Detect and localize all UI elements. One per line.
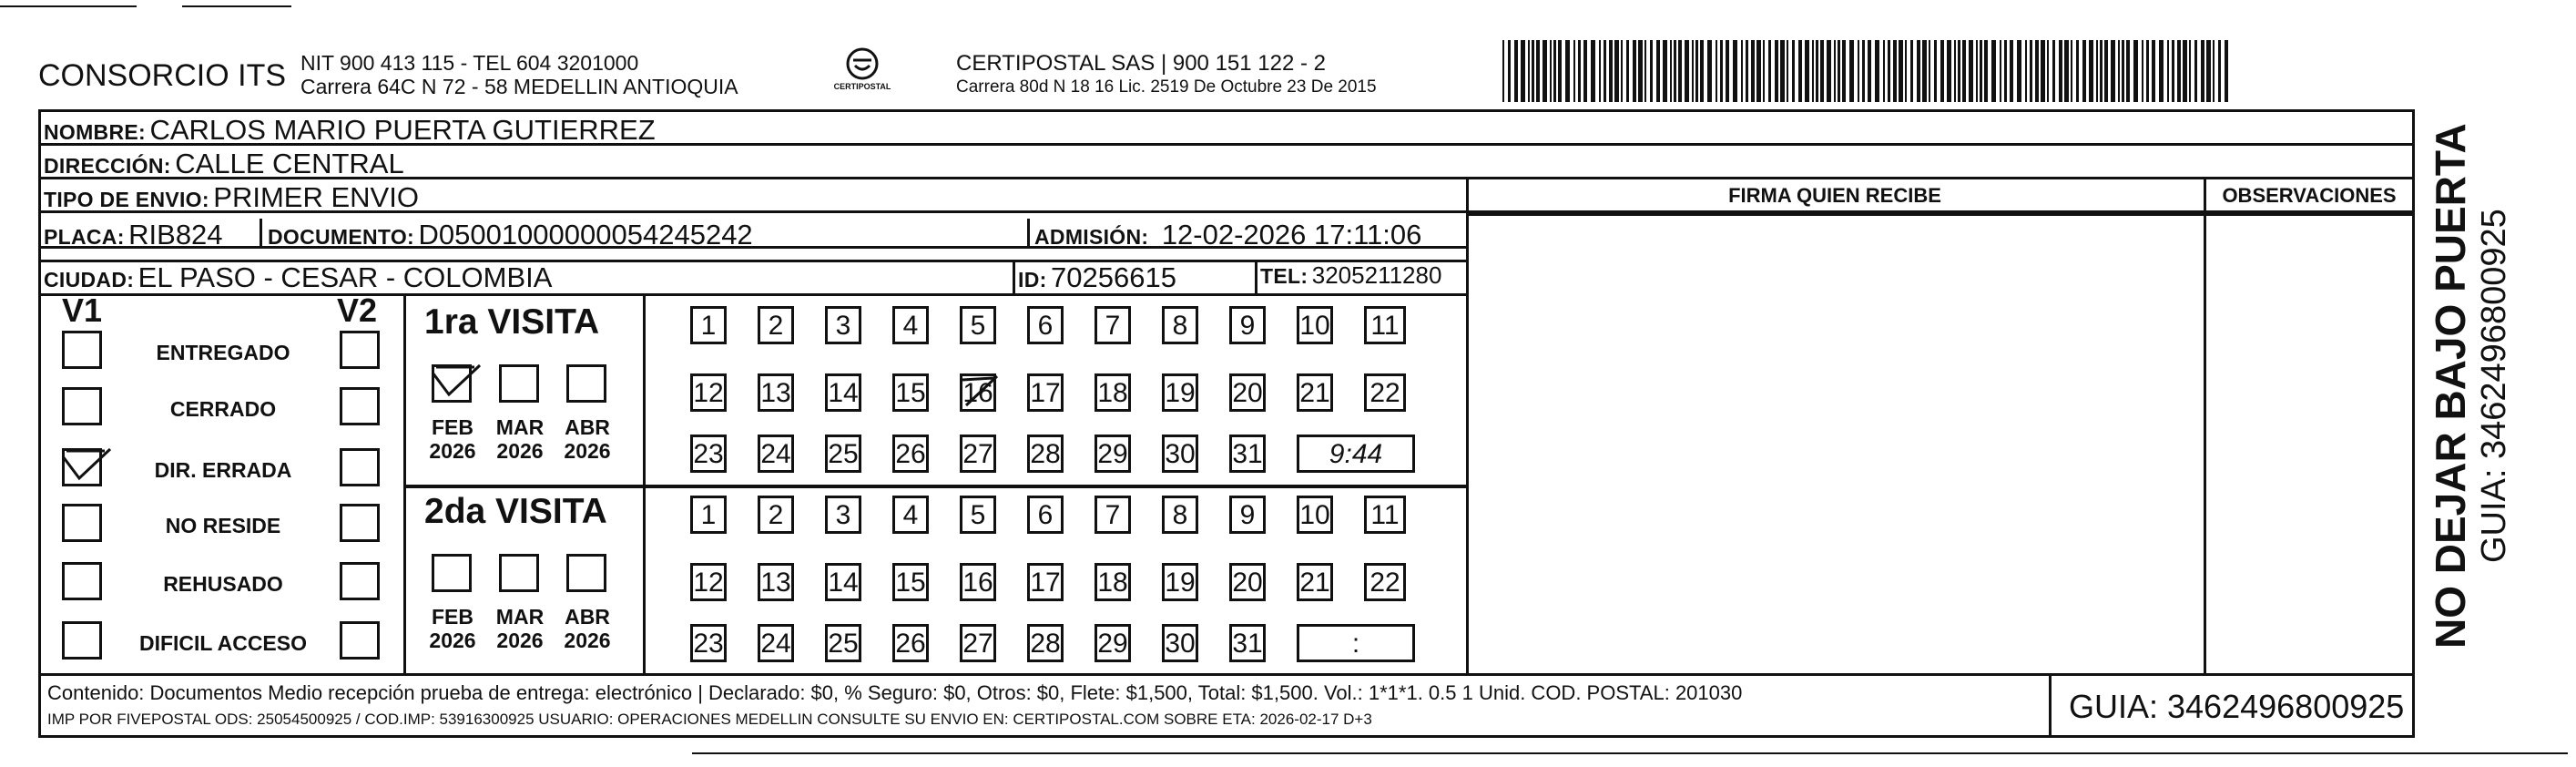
day-box[interactable]: 31 — [1229, 435, 1266, 473]
id-cell — [1018, 261, 1176, 294]
id-label: ID: — [1018, 268, 1047, 291]
ciudad-label: CIUDAD: — [44, 268, 135, 291]
footer-line — [38, 673, 2415, 676]
month-name: MAR — [495, 605, 545, 629]
firma-header: FIRMA QUIEN RECIBE — [1728, 184, 1941, 207]
day-box[interactable]: 13 — [758, 373, 794, 412]
day-box[interactable]: 6 — [1027, 496, 1064, 534]
visit-title: 1ra VISITA — [424, 302, 600, 342]
side-warning: NO DEJAR BAJO PUERTA — [2427, 123, 2474, 649]
month-label — [424, 415, 481, 463]
cell-divider — [1255, 260, 1257, 294]
day-box[interactable]: 21 — [1297, 373, 1333, 412]
day-box[interactable]: 7 — [1095, 496, 1131, 534]
visit-separator — [403, 485, 1466, 488]
status-option-label: CERRADO — [169, 397, 277, 421]
firma-left-border — [1466, 177, 1469, 673]
day-box[interactable]: 27 — [960, 435, 996, 473]
day-box[interactable]: 6 — [1027, 306, 1064, 344]
month-name: FEB — [432, 605, 473, 629]
v2-checkbox[interactable] — [340, 621, 380, 660]
admision-label: ADMISIÓN: — [1034, 225, 1149, 249]
handwritten-check-icon — [59, 444, 114, 489]
day-box[interactable]: 21 — [1297, 563, 1333, 601]
day-box[interactable]: 17 — [1027, 373, 1064, 412]
status-option-label: DIR. ERRADA — [154, 458, 292, 482]
month-year: 2026 — [496, 629, 544, 652]
day-box[interactable]: 3 — [825, 306, 861, 344]
day-box[interactable]: 20 — [1229, 563, 1266, 601]
day-box[interactable]: 23 — [690, 624, 727, 662]
id-value: 70256615 — [1051, 261, 1176, 293]
day-box[interactable]: 25 — [825, 435, 861, 473]
day-box[interactable]: 23 — [690, 435, 727, 473]
day-box[interactable]: 9 — [1229, 496, 1266, 534]
ciudad-value: EL PASO - CESAR - COLOMBIA — [137, 261, 553, 293]
month-checkbox[interactable] — [499, 364, 539, 403]
day-box[interactable]: 16 — [960, 563, 996, 601]
nombre-row — [44, 114, 656, 147]
month-checkbox[interactable] — [432, 364, 472, 403]
v2-checkbox[interactable] — [340, 331, 380, 369]
direccion-row — [44, 148, 404, 180]
direccion-label: DIRECCIÓN: — [44, 154, 171, 178]
day-box[interactable]: 18 — [1095, 373, 1131, 412]
tipo-row — [44, 181, 419, 214]
footer-contenido: Contenido: Documentos Medio recepción prueba de entrega: electrónico | Declarado: $0, % Seguro: $0, Otros: $0, Flete: $1,500, Total: $1,500. Vol.: 1*1*1. 0.5 1 Unid. COD. POSTAL: 201030 — [47, 681, 1743, 704]
month-label — [424, 605, 481, 652]
day-box[interactable]: 30 — [1162, 435, 1198, 473]
day-box[interactable]: 31 — [1229, 624, 1266, 662]
day-box[interactable]: 8 — [1162, 496, 1198, 534]
day-box[interactable]: 18 — [1095, 563, 1131, 601]
day-box[interactable]: 28 — [1027, 624, 1064, 662]
observaciones-header: OBSERVACIONES — [2222, 184, 2397, 207]
top-dash — [0, 5, 137, 7]
v2-label: V2 — [337, 291, 378, 329]
day-box[interactable]: 11 — [1364, 496, 1406, 534]
day-box[interactable]: 22 — [1364, 563, 1406, 601]
day-box[interactable]: 16 — [960, 373, 996, 412]
v1-checkbox[interactable] — [62, 448, 102, 486]
day-box[interactable]: 1 — [690, 496, 727, 534]
v2-checkbox[interactable] — [340, 562, 380, 600]
company-nit: NIT 900 413 115 - TEL 604 3201000 — [300, 51, 639, 75]
month-year: 2026 — [429, 629, 476, 652]
day-box[interactable]: 9 — [1229, 306, 1266, 344]
carrier-address: Carrera 80d N 18 16 Lic. 2519 De Octubre 23 De 2015 — [956, 77, 1377, 97]
month-name: ABR — [565, 415, 610, 439]
day-box[interactable]: 12 — [690, 563, 727, 601]
day-box[interactable]: 10 — [1297, 496, 1333, 534]
day-box[interactable]: 24 — [758, 435, 794, 473]
v1-checkbox[interactable] — [62, 504, 102, 542]
day-box[interactable]: 20 — [1229, 373, 1266, 412]
status-option-label: DIFICIL ACCESO — [138, 631, 307, 655]
day-box[interactable]: 26 — [892, 435, 929, 473]
v1-checkbox[interactable] — [62, 387, 102, 425]
documento-label: DOCUMENTO: — [268, 225, 415, 249]
day-box[interactable]: 17 — [1027, 563, 1064, 601]
month-checkbox[interactable] — [499, 554, 539, 592]
day-box[interactable]: 15 — [892, 563, 929, 601]
day-box[interactable]: 8 — [1162, 306, 1198, 344]
footer-divider — [2049, 673, 2052, 738]
nombre-value: CARLOS MARIO PUERTA GUTIERREZ — [149, 114, 656, 146]
time-box[interactable]: : — [1297, 624, 1415, 662]
day-box[interactable]: 25 — [825, 624, 861, 662]
month-name: MAR — [495, 415, 545, 439]
day-box[interactable]: 13 — [758, 563, 794, 601]
day-box[interactable]: 11 — [1364, 306, 1406, 344]
v2-checkbox[interactable] — [340, 504, 380, 542]
documento-value: D05001000000054245242 — [418, 219, 753, 251]
day-box[interactable]: 26 — [892, 624, 929, 662]
obs-left-border — [2204, 177, 2206, 673]
month-checkbox[interactable] — [432, 554, 472, 592]
status-option-label: NO RESIDE — [165, 514, 281, 537]
month-label — [559, 605, 616, 652]
day-box[interactable]: 10 — [1297, 306, 1333, 344]
cell-divider — [1013, 260, 1015, 294]
tel-cell — [1260, 261, 1441, 290]
month-name: FEB — [432, 415, 473, 439]
month-checkbox[interactable] — [566, 554, 606, 592]
tipo-value: PRIMER ENVIO — [213, 181, 419, 213]
footer-guia: GUIA: 3462496800925 — [2069, 688, 2405, 725]
time-box[interactable]: 9:44 — [1297, 435, 1415, 473]
footer-imp: IMP POR FIVEPOSTAL ODS: 25054500925 / COD.IMP: 53916300925 USUARIO: OPERACIONES MEDELLIN CONSULTE SU ENVIO EN: CERTIPOSTAL.COM SOBRE ETA: 2026-02-17 D+3 — [47, 711, 1372, 728]
day-box[interactable]: 14 — [825, 563, 861, 601]
day-box[interactable]: 2 — [758, 496, 794, 534]
day-box[interactable]: 22 — [1364, 373, 1406, 412]
certipostal-logo — [830, 46, 894, 100]
placa-cell — [44, 219, 223, 251]
day-box[interactable]: 30 — [1162, 624, 1198, 662]
tipo-label: TIPO DE ENVIO: — [44, 188, 209, 211]
top-dash — [182, 5, 291, 7]
v2-checkbox[interactable] — [340, 448, 380, 486]
v1-checkbox[interactable] — [62, 331, 102, 369]
header-underline — [1466, 213, 2415, 216]
status-option-label: REHUSADO — [163, 572, 283, 596]
cell-divider — [1027, 219, 1030, 248]
placa-label: PLACA: — [44, 225, 125, 249]
month-checkbox[interactable] — [566, 364, 606, 403]
day-box[interactable]: 24 — [758, 624, 794, 662]
admision-cell — [1034, 219, 1421, 251]
day-box[interactable]: 15 — [892, 373, 929, 412]
side-guia: GUIA: 3462496800925 — [2475, 209, 2513, 563]
day-box[interactable]: 2 — [758, 306, 794, 344]
v1-checkbox[interactable] — [62, 562, 102, 600]
logo-caption: CERTIPOSTAL — [833, 82, 891, 91]
tel-value: 3205211280 — [1311, 261, 1442, 289]
day-box[interactable]: 5 — [960, 306, 996, 344]
day-box[interactable]: 14 — [825, 373, 861, 412]
month-year: 2026 — [496, 439, 544, 463]
day-box[interactable]: 19 — [1162, 563, 1198, 601]
carrier-name: CERTIPOSTAL SAS | 900 151 122 - 2 — [956, 51, 1326, 76]
cell-divider — [260, 219, 262, 248]
visit-divider — [643, 293, 646, 673]
day-box[interactable]: 12 — [690, 373, 727, 412]
documento-cell — [268, 219, 753, 251]
ciudad-cell — [44, 261, 552, 294]
month-label — [492, 605, 548, 652]
v1-label: V1 — [62, 291, 103, 329]
day-box[interactable]: 29 — [1095, 624, 1131, 662]
month-year: 2026 — [564, 439, 611, 463]
direccion-value: CALLE CENTRAL — [175, 148, 404, 179]
company-address: Carrera 64C N 72 - 58 MEDELLIN ANTIOQUIA — [300, 75, 738, 98]
month-name: ABR — [565, 605, 610, 629]
day-box[interactable]: 7 — [1095, 306, 1131, 344]
bottom-rule — [692, 752, 2568, 754]
company-name: CONSORCIO ITS — [38, 58, 287, 93]
handwritten-check-icon — [429, 360, 484, 405]
status-option-label: ENTREGADO — [156, 341, 290, 364]
admision-value: 12-02-2026 17:11:06 — [1161, 219, 1422, 251]
day-box[interactable]: 29 — [1095, 435, 1131, 473]
day-box[interactable]: 4 — [892, 496, 929, 534]
visit-title: 2da VISITA — [424, 492, 607, 531]
placa-value: RIB824 — [128, 219, 223, 251]
tel-label: TEL: — [1260, 264, 1308, 288]
nombre-label: NOMBRE: — [44, 120, 146, 144]
barcode — [1502, 40, 2231, 102]
month-label — [492, 415, 548, 463]
day-box[interactable]: 1 — [690, 306, 727, 344]
day-box[interactable]: 27 — [960, 624, 996, 662]
month-year: 2026 — [429, 439, 476, 463]
v2-checkbox[interactable] — [340, 387, 380, 425]
day-box[interactable]: 28 — [1027, 435, 1064, 473]
handwritten-mark-icon — [957, 371, 1003, 411]
month-label — [559, 415, 616, 463]
day-box[interactable]: 5 — [960, 496, 996, 534]
v1-checkbox[interactable] — [62, 621, 102, 660]
status-divider — [403, 293, 406, 673]
day-box[interactable]: 19 — [1162, 373, 1198, 412]
day-box[interactable]: 3 — [825, 496, 861, 534]
day-box[interactable]: 4 — [892, 306, 929, 344]
month-year: 2026 — [564, 629, 611, 652]
